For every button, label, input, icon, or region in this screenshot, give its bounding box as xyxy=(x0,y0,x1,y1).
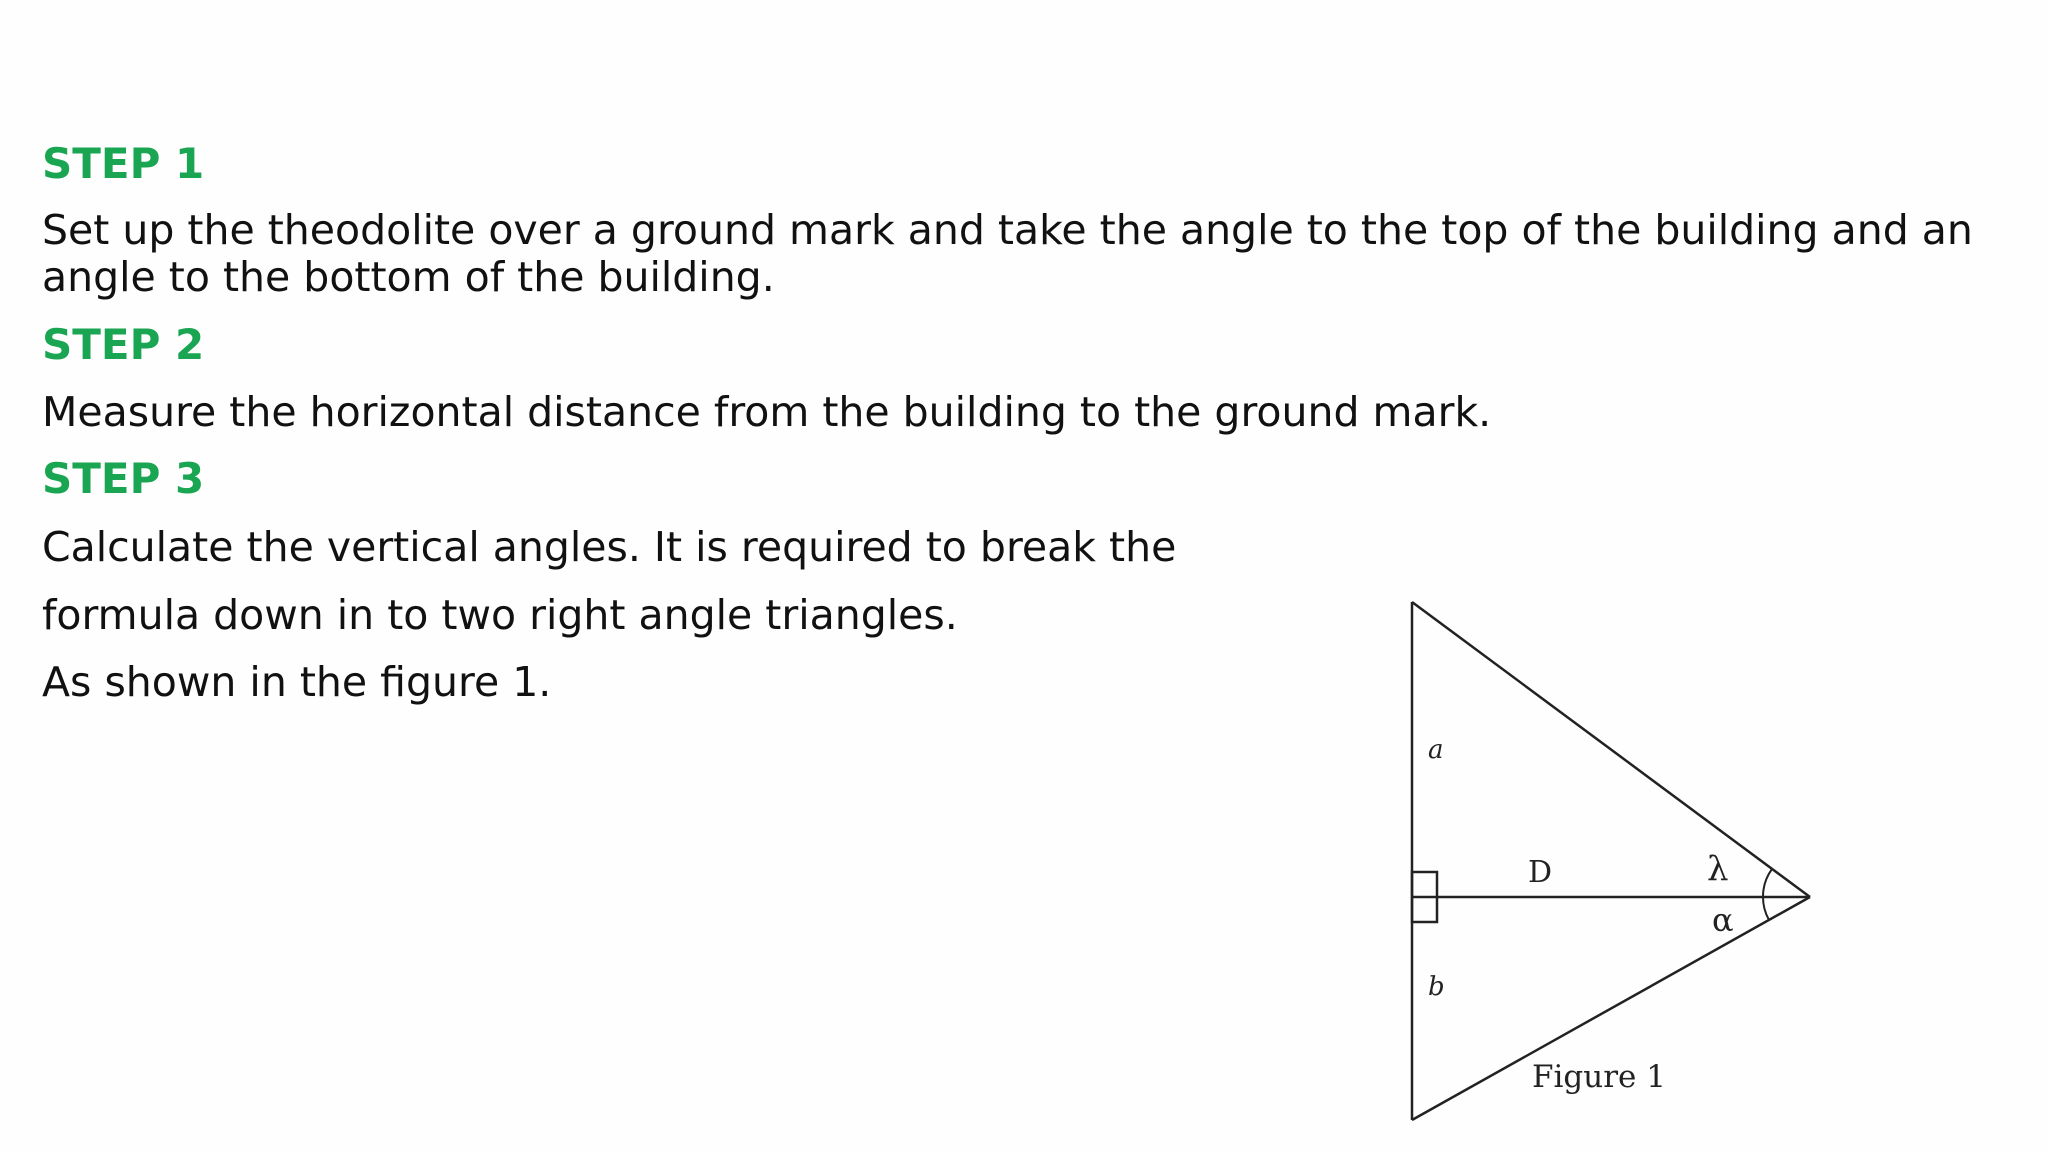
label-d: D xyxy=(1528,855,1553,890)
label-lambda: λ xyxy=(1707,849,1729,889)
step-3-text-line-2: formula down in to two right angle triangles. xyxy=(42,591,958,639)
upper-sight-line xyxy=(1412,602,1810,897)
step-3-text-line-3: As shown in the figure 1. xyxy=(42,658,552,706)
label-b: b xyxy=(1428,972,1445,1002)
label-alpha: α xyxy=(1712,901,1734,939)
step-2-text: Measure the horizontal distance from the building to the ground mark. xyxy=(42,388,1492,436)
step-2-heading: STEP 2 xyxy=(42,320,205,369)
step-3-heading: STEP 3 xyxy=(42,454,205,503)
figure-1-triangle-diagram xyxy=(1380,580,1840,1140)
label-a: a xyxy=(1428,735,1444,765)
step-1-heading: STEP 1 xyxy=(42,139,205,188)
step-3-text-line-1: Calculate the vertical angles. It is required to break the xyxy=(42,523,1177,571)
step-1-text: Set up the theodolite over a ground mark and take the angle to the top of the building and an angle to the bottom of the building. xyxy=(42,206,1973,301)
figure-caption: Figure 1 xyxy=(1532,1059,1666,1095)
alpha-angle-arc xyxy=(1763,897,1769,920)
lambda-angle-arc xyxy=(1763,869,1772,897)
